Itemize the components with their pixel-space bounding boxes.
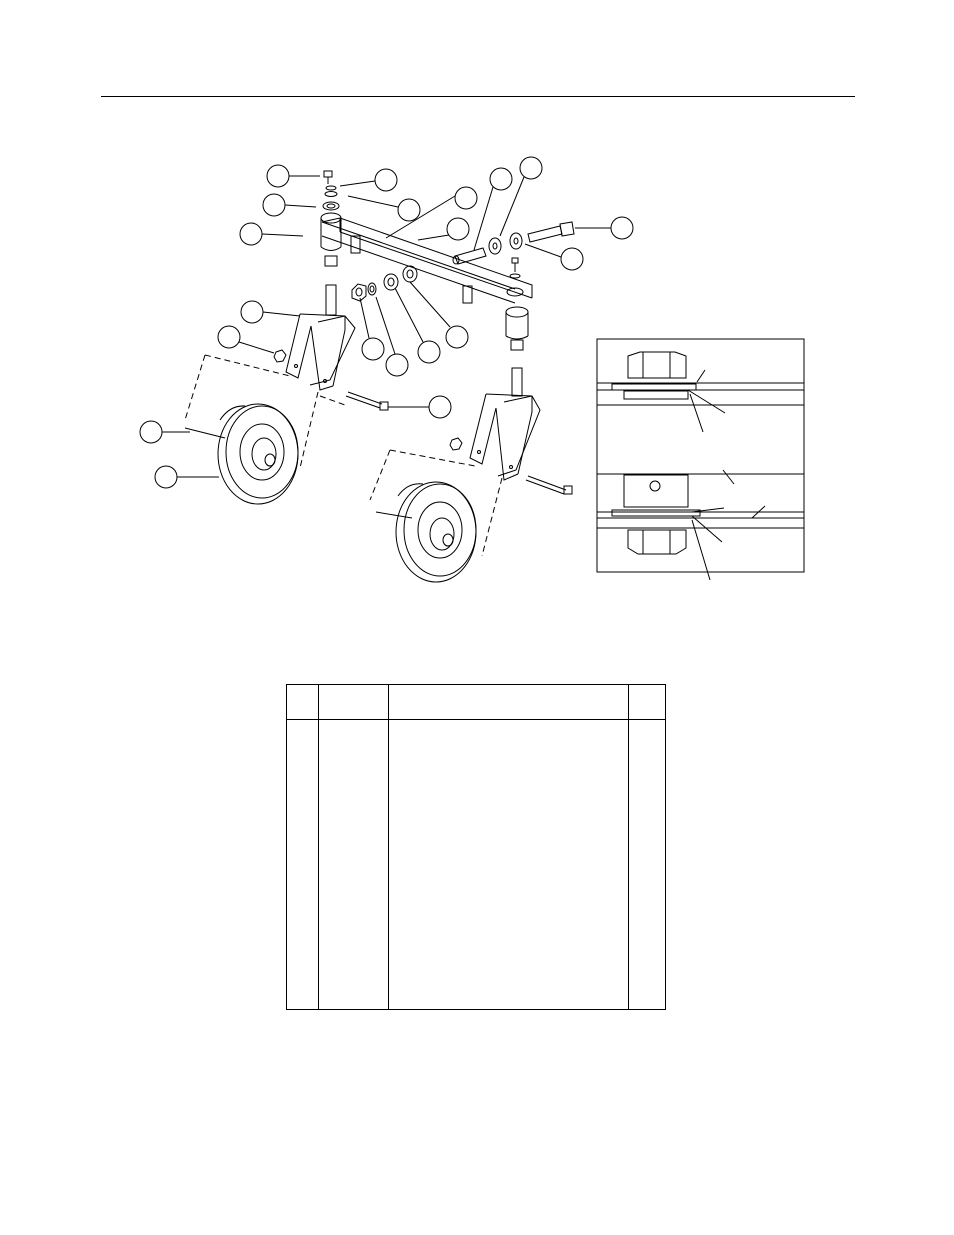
parts-list-table — [286, 684, 666, 1010]
right-wheel — [376, 482, 476, 582]
parts-table-header — [287, 685, 665, 720]
callout-bubble — [386, 354, 408, 376]
pivot-hardware-left — [323, 171, 339, 210]
callout-bubble — [429, 396, 451, 418]
left-axle-bolt — [346, 392, 388, 410]
callout-bubble — [447, 218, 469, 240]
callout-bubble — [490, 168, 512, 190]
callout-bubble — [240, 223, 262, 245]
callout-bubbles — [140, 157, 633, 488]
callout-bubble — [218, 326, 240, 348]
table-column-divider — [628, 685, 629, 1009]
callout-bubble — [267, 165, 289, 187]
callout-bubble — [263, 194, 285, 216]
callout-bubble — [375, 169, 397, 191]
callout-bubble — [140, 421, 162, 443]
callout-bubble — [418, 341, 440, 363]
callout-bubble — [446, 326, 468, 348]
table-column-divider — [318, 685, 319, 1009]
right-caster-fork — [450, 368, 540, 480]
callout-bubble — [455, 187, 477, 209]
left-wheel — [185, 404, 298, 504]
left-caster-fork — [274, 285, 355, 390]
callout-bubble — [561, 248, 583, 270]
callout-bubble — [611, 217, 633, 239]
callout-bubble — [241, 301, 263, 323]
loose-hardware-row — [352, 266, 417, 301]
right-axle-bolt — [526, 476, 572, 494]
table-column-divider — [388, 685, 389, 1009]
callout-bubble — [362, 338, 384, 360]
callout-bubble — [520, 157, 542, 179]
axle-beam — [321, 213, 532, 350]
right-alignment-lines — [370, 450, 502, 556]
callout-bubble — [398, 199, 420, 221]
left-alignment-lines — [185, 355, 345, 468]
detail-inset — [597, 339, 804, 580]
callout-bubble — [155, 466, 177, 488]
